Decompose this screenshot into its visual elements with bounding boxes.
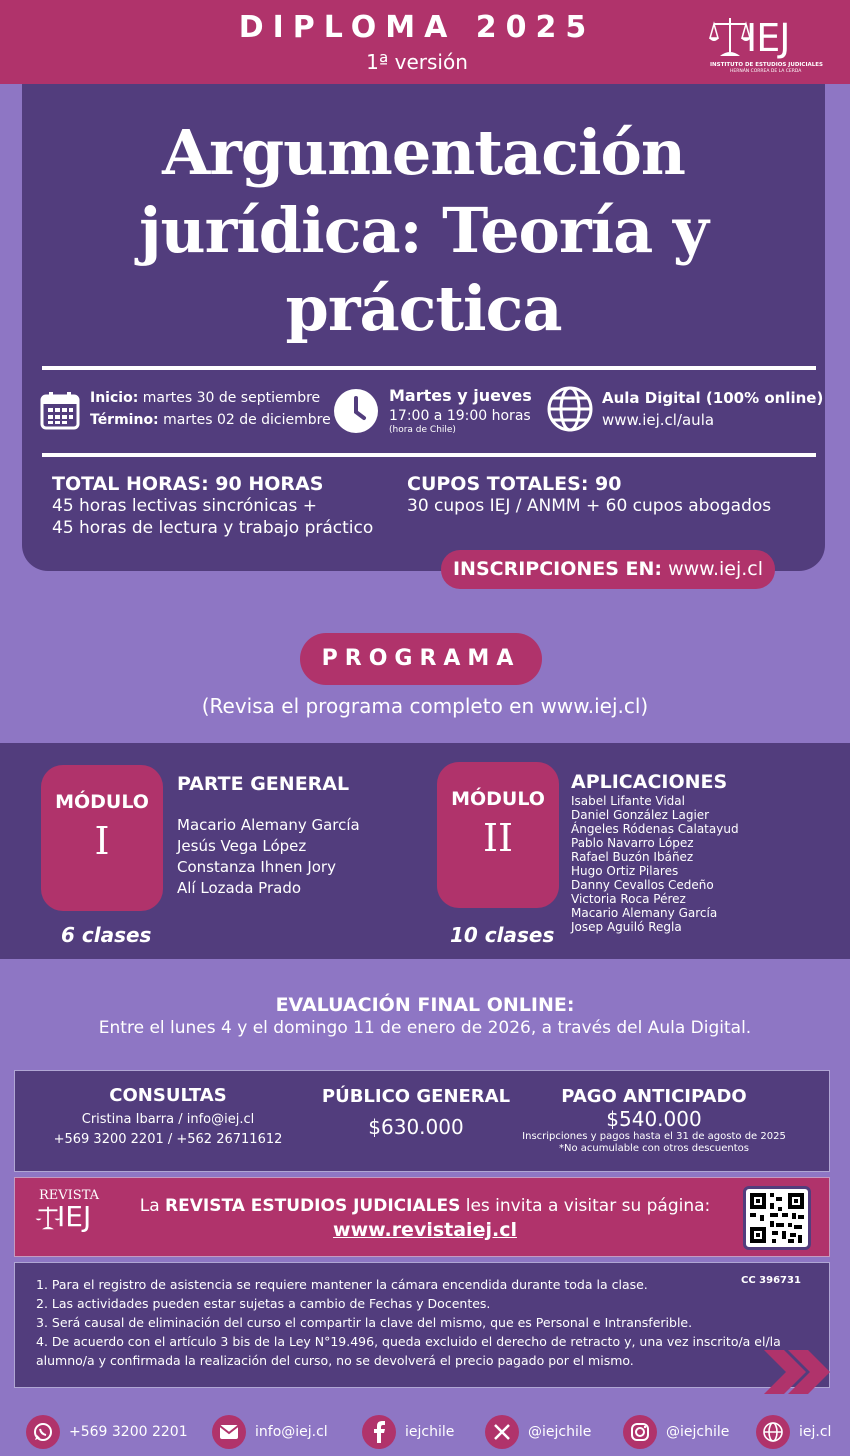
dates-info — [90, 387, 331, 431]
teacher-name: Jesús Vega López — [177, 837, 307, 855]
inscripciones-url[interactable]: www.iej.cl — [662, 558, 763, 580]
diploma-title: DIPLOMA 2025 — [238, 10, 596, 45]
teacher-name: Daniel González Lagier — [571, 808, 710, 822]
title-line: Argumentación — [162, 116, 685, 189]
anticipado-note: *No acumulable con otros descuentos — [558, 1143, 750, 1154]
mail-icon — [212, 1415, 246, 1449]
revista-url[interactable]: www.revistaiej.cl — [333, 1219, 517, 1241]
evaluation-text: Entre el lunes 4 y el domingo 11 de enero de 2026, a través del Aula Digital. — [98, 1018, 752, 1038]
teacher-name: Danny Cevallos Cedeño — [571, 878, 714, 892]
teacher-name: Isabel Lifante Vidal — [571, 794, 685, 808]
module-label: MÓDULO — [55, 791, 149, 813]
title-line: práctica — [285, 272, 562, 345]
clock-icon — [333, 388, 379, 434]
footer-whatsapp[interactable] — [26, 1414, 188, 1450]
footer-x[interactable] — [485, 1414, 591, 1450]
teacher-name: Constanza Ihnen Jory — [177, 858, 336, 876]
anticipado-note: Inscripciones y pagos hasta el 31 de agosto de 2025 — [522, 1131, 786, 1142]
inscripciones-badge[interactable] — [441, 550, 775, 589]
consultas-contact: Cristina Ibarra / info@iej.cl — [81, 1112, 255, 1127]
note-item: 1. Para el registro de asistencia se requiere mantener la cámara encendida durante toda la clase. — [36, 1277, 648, 1292]
revista-banner — [14, 1177, 830, 1257]
footer-instagram[interactable] — [623, 1414, 729, 1450]
evaluation-section — [0, 994, 850, 1038]
inicio-label: Inicio: — [90, 390, 139, 406]
iej-logo — [706, 10, 823, 76]
facebook-icon — [362, 1415, 396, 1449]
note-item: 3. Será causal de eliminación del curso el compartir la clave del mismo, que es Personal e Intransferible. — [36, 1315, 693, 1330]
logo-text: IEJ — [746, 16, 790, 60]
revista-text — [125, 1196, 725, 1241]
total-hours — [52, 473, 373, 539]
teacher-name: Rafael Buzón Ibáñez — [571, 850, 694, 864]
logo-subtitle-2: HERNÁN CORREA DE LA CERDA — [730, 69, 802, 74]
module-1-box — [41, 765, 163, 911]
revista-logo — [35, 1186, 107, 1250]
course-title — [22, 114, 825, 348]
platform-name: Aula Digital (100% online) — [602, 389, 824, 407]
revista-text-pre: La — [139, 1196, 166, 1216]
revista-name: REVISTA ESTUDIOS JUDICIALES — [165, 1196, 461, 1216]
teacher-name: Victoria Roca Pérez — [571, 892, 686, 906]
footer-text: @iejchile — [666, 1424, 730, 1440]
schedule-days: Martes y jueves — [389, 386, 532, 405]
cupos-totales — [407, 473, 771, 517]
teacher-name: Alí Lozada Prado — [177, 879, 302, 897]
module-label: MÓDULO — [451, 788, 545, 810]
qr-code[interactable] — [743, 1186, 811, 1250]
title-line: jurídica: Teoría y — [139, 194, 708, 267]
notes-box — [14, 1262, 830, 1388]
modules-band — [0, 743, 850, 959]
teacher-name: Hugo Ortiz Pilares — [571, 864, 679, 878]
module-2-box — [437, 762, 559, 908]
platform-url[interactable]: www.iej.cl/aula — [602, 411, 715, 429]
footer-text: iejchile — [405, 1424, 455, 1440]
footer-web[interactable] — [756, 1414, 831, 1450]
note-item: 2. Las actividades pueden estar sujetas a cambio de Fechas y Docentes. — [36, 1296, 491, 1311]
inicio-date: martes 30 de septiembre — [138, 390, 321, 406]
x-icon — [485, 1415, 519, 1449]
globe-icon — [756, 1415, 790, 1449]
module-numeral: II — [482, 816, 514, 860]
teacher-name: Pablo Navarro López — [571, 836, 694, 850]
footer-text: info@iej.cl — [255, 1424, 328, 1440]
revista-logo-main: IEJ — [57, 1200, 92, 1233]
module-2-classes: 10 clases — [450, 923, 555, 947]
instagram-icon — [623, 1415, 657, 1449]
total-hours-line: 45 horas de lectura y trabajo práctico — [52, 518, 374, 538]
teacher-name: Macario Alemany García — [571, 906, 718, 920]
module-2-heading: APLICACIONES — [571, 771, 728, 793]
consultas-column — [33, 1085, 303, 1150]
publico-column — [311, 1086, 521, 1139]
header-bar — [0, 0, 850, 84]
inscripciones-label: INSCRIPCIONES EN: — [452, 558, 663, 580]
divider — [42, 366, 816, 370]
programa-note: (Revisa el programa completo en www.iej.cl) — [201, 694, 649, 718]
footer-mail[interactable] — [212, 1414, 328, 1450]
anticipado-column — [501, 1086, 807, 1155]
total-hours-heading: TOTAL HORAS: 90 HORAS — [52, 473, 324, 495]
evaluation-heading: EVALUACIÓN FINAL ONLINE: — [275, 994, 575, 1016]
publico-price: $630.000 — [368, 1115, 464, 1139]
pricing-box — [14, 1070, 830, 1172]
platform-info — [602, 387, 823, 431]
double-chevron-icon — [762, 1348, 832, 1396]
total-hours-line: 45 horas lectivas sincrónicas + — [52, 496, 318, 516]
module-1-heading: PARTE GENERAL — [177, 773, 350, 795]
notes-list — [36, 1275, 796, 1370]
footer-text: iej.cl — [799, 1424, 832, 1440]
revista-text-post: les invita a visitar su página: — [460, 1196, 711, 1216]
module-1-classes: 6 clases — [61, 923, 152, 947]
consultas-heading: CONSULTAS — [109, 1085, 227, 1106]
module-numeral: I — [94, 819, 110, 863]
termino-label: Término: — [90, 412, 159, 428]
schedule-hours: 17:00 a 19:00 horas — [389, 408, 531, 424]
revista-logo-top: REVISTA — [39, 1188, 100, 1203]
anticipado-heading: PAGO ANTICIPADO — [561, 1086, 747, 1107]
note-item: 4. De acuerdo con el artículo 3 bis de la Ley N°19.496, queda excluido el derecho de retracto y, una vez inscrito/a el/la alumno/a y confirmada la realización del curso, no se devolverá el precio pagado por el mismo. — [36, 1334, 781, 1368]
anticipado-price: $540.000 — [606, 1107, 702, 1131]
version-label: 1ª versión — [366, 50, 468, 74]
consultas-phones: +569 3200 2201 / +562 26711612 — [53, 1132, 283, 1147]
footer — [0, 1412, 850, 1456]
calendar-icon — [40, 390, 80, 430]
hero-panel — [22, 84, 825, 571]
module-2-teachers — [571, 794, 739, 934]
cupos-heading: CUPOS TOTALES: 90 — [407, 473, 622, 495]
cupos-line: 30 cupos IEJ / ANMM + 60 cupos abogados — [407, 496, 772, 516]
module-1-teachers — [177, 815, 360, 899]
divider — [42, 453, 816, 457]
logo-subtitle: INSTITUTO DE ESTUDIOS JUDICIALES — [710, 62, 823, 68]
footer-facebook[interactable] — [362, 1414, 454, 1450]
teacher-name: Ángeles Ródenas Calatayud — [571, 822, 739, 836]
programa-button[interactable]: PROGRAMA — [300, 633, 542, 685]
teacher-name: Macario Alemany García — [177, 816, 360, 834]
globe-icon — [546, 385, 594, 433]
footer-text: +569 3200 2201 — [69, 1424, 188, 1440]
termino-date: martes 02 de diciembre — [158, 412, 331, 428]
teacher-name: Josep Aguiló Regla — [571, 920, 682, 934]
schedule-timezone: (hora de Chile) — [389, 425, 456, 435]
publico-heading: PÚBLICO GENERAL — [321, 1086, 511, 1107]
footer-text: @iejchile — [528, 1424, 592, 1440]
schedule-info — [389, 385, 532, 436]
qr-pattern — [746, 1189, 808, 1247]
course-code: CC 396731 — [741, 1275, 801, 1286]
whatsapp-icon — [26, 1415, 60, 1449]
